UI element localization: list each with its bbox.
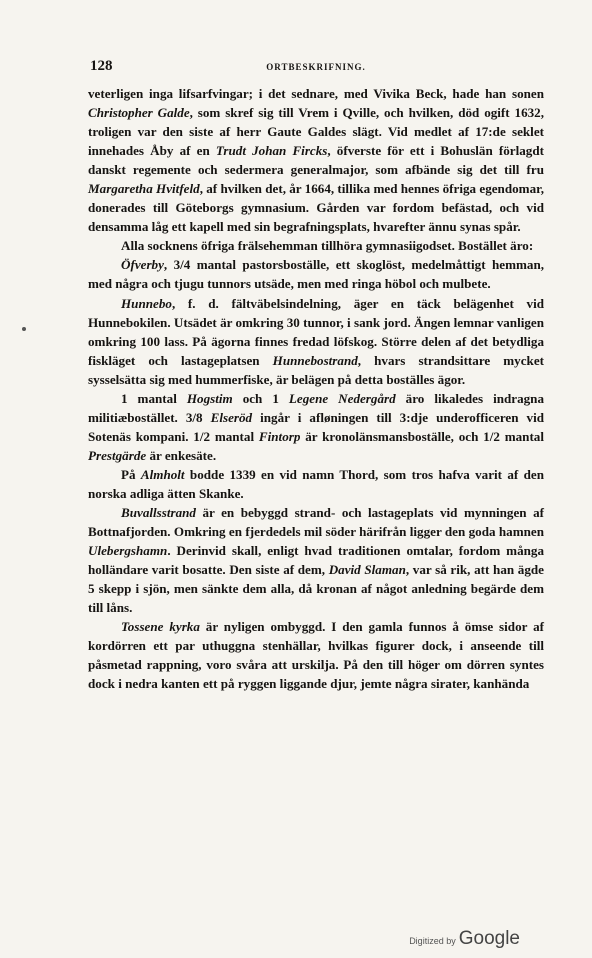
paragraph [88,294,544,389]
google-logo: Google [458,928,520,949]
text-run: är enkesäte. [146,447,217,463]
page-header [88,58,544,80]
paragraph [88,617,544,693]
paragraph [88,503,544,617]
italic-name: Margaretha Hvitfeld [88,181,200,197]
italic-name: Elseröd [210,409,253,425]
italic-name: David Slaman [328,562,406,578]
italic-name: Legene Nedergård [288,390,396,406]
text-run: är kronolänsmansboställe, och 1/2 mantal [300,428,544,444]
digitized-by-label: Digitized by [409,936,456,946]
text-run: Alla socknens öfriga frälsehemman tillhöra gymnasiigodset. Bostället äro: [121,238,534,254]
running-title: ORTBESKRIFNING. [266,62,366,72]
text-run: 1 mantal [121,390,187,406]
italic-name: Prestgärde [88,447,147,463]
digitization-footer [409,928,520,950]
text-run: ingår i afløningen till 3:dje underofficeren vid Sotenäs kompani. 1/2 mantal [88,409,544,444]
text-run: , 3/4 mantal pastorsboställe, ett skoglöst, medelmåttigt hemman, med några och tjugu tunnors utsäde, men med ringa höbol och mulbete. [88,257,544,292]
text-run: är en bebyggd strand- och lastageplats vid mynningen af Bottnafjorden. Omkring en fjerdedels mil söder härifrån ligger den goda hamnen [88,505,544,540]
book-page [88,58,544,694]
italic-name: Tossene kyrka [121,619,200,635]
page-number: 128 [90,58,113,74]
text-run: , f. d. fältväbelsindelning, äger en täck belägenhet vid Hunnebokilen. Utsädet är omkring 30 tunnor, i sank jord. Ängen lemnar vanligen omkring 100 lass. På ägorna finnes fredad löfskog. Större delen af det betydliga fiskläget och lastageplatsen [88,295,544,368]
text-run: , var så rik, att han ägde 5 skepp i sjön, men sänkte dem alla, då kronan af något anledning begärde dem till låns. [88,562,544,616]
text-run: . Derinvid skall, enligt hvad traditionen omtalar, fordom många holländare varit bosatte. Den siste af dem, [88,543,544,578]
italic-name: Hogstim [186,390,233,406]
body-text [88,84,544,694]
italic-name: Hunnebostrand [272,352,358,368]
italic-name: Trudt Johan Fircks [215,143,328,159]
text-run: , som skref sig till Vrem i Qville, och hvilken, död ogift 1632, troligen var den siste af herr Gaute Galdes slägt. Vid medlet af 17:de seklet innehades Åby af en [88,105,544,159]
text-run: är nyligen ombyggd. I den gamla funnos å ömse sidor af kordörren ett par uthuggna stenhällar, hvilkas figurer dock, i anseende till påsmetad rappning, voro svåra att urskilja. På den till höger om dörren syntes dock i nedra kanten ett på ryggen liggande djur, jemte några sirater, kanhända [88,619,544,692]
italic-name: Ulebergshamn [88,543,168,559]
text-run: , af hvilken det, år 1664, tillika med hennes öfriga egendomar, donerades till Göteborgs gymnasium. Gården var fordom befästad, och vid densamma låg ett kapell med sin begrafningsplats, hvarefter ännu synas spår. [88,181,544,235]
italic-name: Öfverby [121,257,164,273]
paragraph [88,255,544,293]
paragraph [88,389,544,465]
paragraph [88,84,544,236]
italic-name: Hunnebo [121,295,172,311]
italic-name: Buvallsstrand [121,505,196,521]
text-run: , hvars strandsittare mycket sysselsätta sig med hummerfiske, är belägen på detta boställes ägor. [88,352,544,387]
text-run: äro likaledes indragna militiæbostället. 3/8 [88,390,545,425]
italic-name: Christopher Galde [88,105,190,121]
text-run: och 1 [232,390,289,406]
text-run: bodde 1339 en vid namn Thord, som tros hafva varit af den norska adliga ätten Skanke. [88,466,545,501]
text-run: På [121,466,141,482]
text-run: veterligen inga lifsarfvingar; i det sednare, med Vivika Beck, hade han sonen [88,86,544,101]
italic-name: Fintorp [258,428,301,444]
italic-name: Almholt [140,466,185,482]
margin-mark [22,327,26,331]
paragraph [88,236,544,255]
text-run: , öfverste för ett i Bohuslän förlagdt danskt regemente och sedermera generalmajor, som afbände sig det till fru [88,143,544,178]
paragraph [88,465,544,503]
